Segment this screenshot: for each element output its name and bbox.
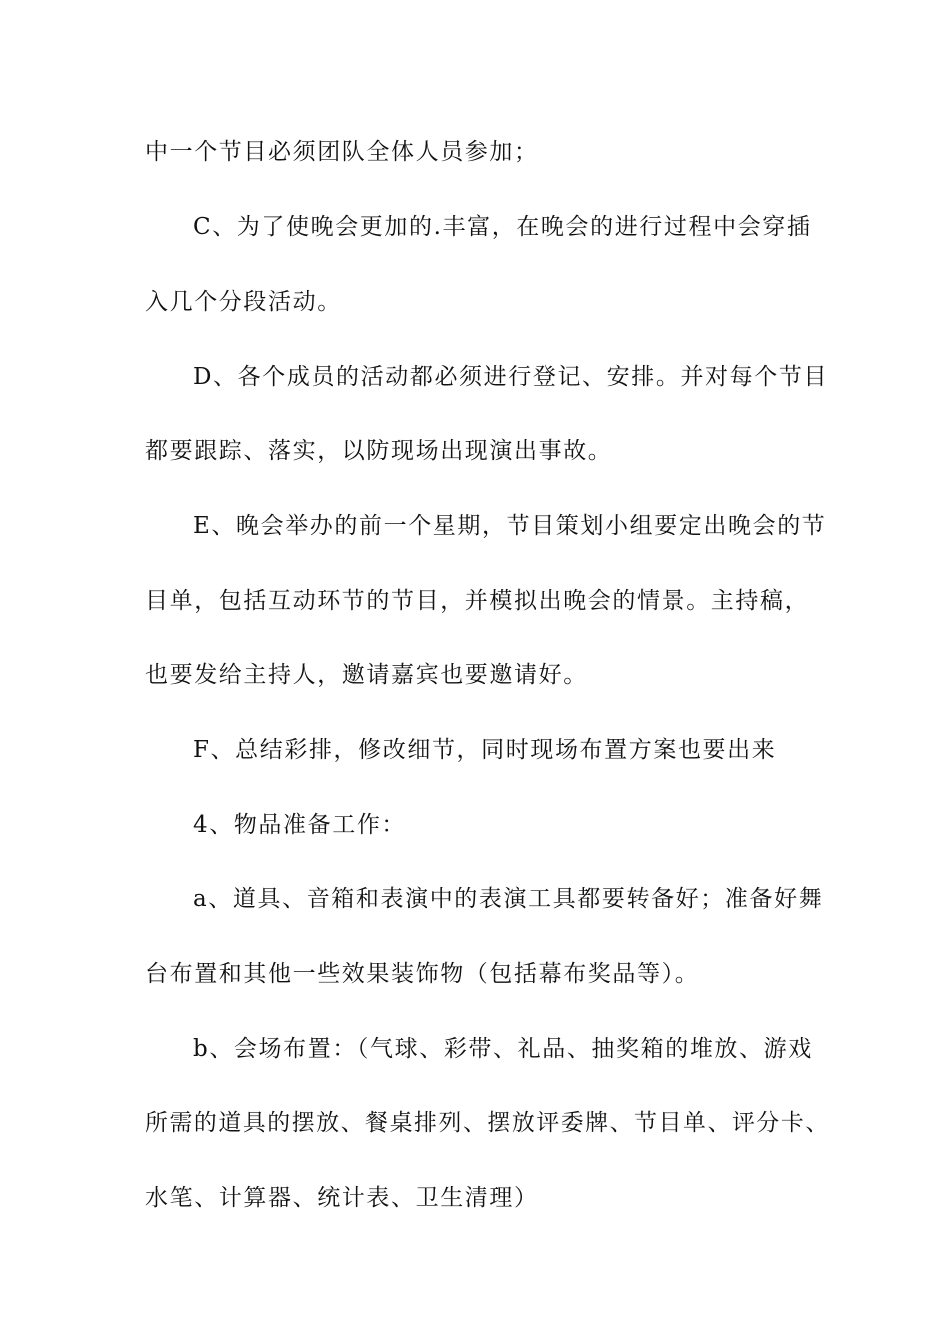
text-line: C、为了使晚会更加的.丰富，在晚会的进行过程中会穿插 (193, 214, 812, 240)
text-line: b、会场布置：（气球、彩带、礼品、抽奖箱的堆放、游戏 (193, 1036, 813, 1062)
text-line: 中一个节目必须团队全体人员参加； (145, 139, 539, 165)
text-line: 台布置和其他一些效果装饰物（包括幕布奖品等）。 (145, 961, 700, 987)
text-line: D、各个成员的活动都必须进行登记、安排。并对每个节目 (193, 364, 829, 390)
text-line: 目单，包括互动环节的节目，并模拟出晚会的情景。主持稿， (145, 588, 810, 614)
text-line: a、道具、音箱和表演中的表演工具都要转备好；准备好舞 (193, 886, 824, 912)
text-line: 都要跟踪、落实，以防现场出现演出事故。 (145, 438, 613, 464)
text-line: F、总结彩排，修改细节，同时现场布置方案也要出来 (193, 737, 777, 763)
text-line: 4、物品准备工作： (193, 812, 407, 838)
text-line: E、晚会举办的前一个星期，节目策划小组要定出晚会的节 (193, 513, 827, 539)
text-line: 也要发给主持人，邀请嘉宾也要邀请好。 (145, 662, 588, 688)
text-line: 所需的道具的摆放、餐桌排列、摆放评委牌、节目单、评分卡、 (145, 1110, 830, 1136)
text-line: 入几个分段活动。 (145, 289, 342, 315)
text-line: 水笔、计算器、统计表、卫生清理） (145, 1185, 539, 1211)
